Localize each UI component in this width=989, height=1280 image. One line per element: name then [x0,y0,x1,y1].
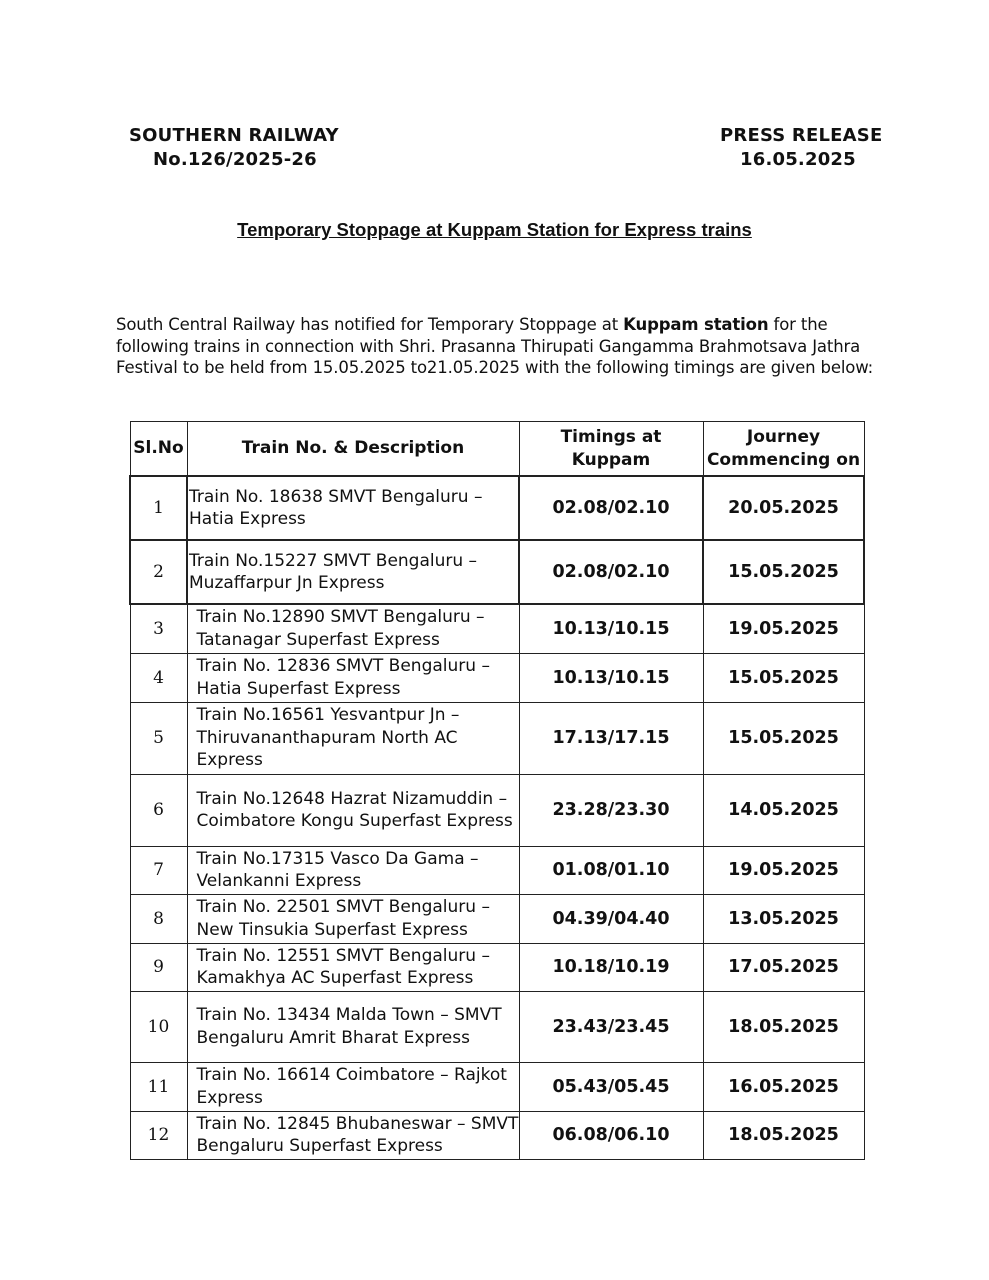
col-header-sl: Sl.No [130,422,187,477]
cell-timing: 10.13/10.15 [519,604,703,653]
page-title: Temporary Stoppage at Kuppam Station for Express trains [237,219,752,240]
cell-sl: 10 [130,991,187,1062]
table-row [130,991,864,1062]
col-header-desc: Train No. & Description [187,422,519,477]
cell-sl: 9 [130,943,187,991]
table-header-row [130,422,864,477]
table-row [130,894,864,943]
cell-date: 19.05.2025 [703,604,864,653]
cell-timing: 23.28/23.30 [519,774,703,846]
cell-date: 20.05.2025 [703,476,864,540]
intro-text-2: for the following trains in connection with Shri. Prasanna Thirupati Gangamma Brahmotsava Jathra Festival to be held from 15.05.2025 to21.05.2025 with the following timings are given below: [116,315,874,377]
cell-timing: 02.08/02.10 [519,540,703,604]
cell-timing: 10.18/10.19 [519,943,703,991]
cell-sl: 1 [130,476,187,540]
cell-desc: Train No.16561 Yesvantpur Jn – Thiruvananthapuram North AC Express [187,702,519,774]
journey-line-1: Journey [746,426,821,447]
header-left [129,124,339,172]
table-row [130,702,864,774]
cell-desc: Train No. 12551 SMVT Bengaluru – Kamakhya AC Superfast Express [187,943,519,991]
cell-timing: 04.39/04.40 [519,894,703,943]
cell-date: 19.05.2025 [703,846,864,894]
cell-desc: Train No. 12845 Bhubaneswar – SMVT Bengaluru Superfast Express [187,1111,519,1159]
cell-sl: 5 [130,702,187,774]
cell-date: 18.05.2025 [703,1111,864,1159]
table-row [130,540,864,604]
org-name: SOUTHERN RAILWAY [129,125,339,146]
cell-sl: 4 [130,653,187,702]
table-row [130,604,864,653]
cell-desc: Train No.17315 Vasco Da Gama – Velankanni Express [187,846,519,894]
cell-sl: 6 [130,774,187,846]
cell-date: 15.05.2025 [703,653,864,702]
cell-timing: 23.43/23.45 [519,991,703,1062]
col-header-journey [703,422,864,477]
stoppage-table [129,421,865,1160]
table-row [130,774,864,846]
header-right [720,124,882,172]
cell-sl: 12 [130,1111,187,1159]
release-date: 16.05.2025 [740,149,856,170]
cell-desc: Train No. 12836 SMVT Bengaluru – Hatia Superfast Express [187,653,519,702]
col-header-timings: Timings at Kuppam [519,422,703,477]
table-row [130,846,864,894]
cell-timing: 01.08/01.10 [519,846,703,894]
cell-timing: 17.13/17.15 [519,702,703,774]
cell-desc: Train No.12648 Hazrat Nizamuddin – Coimbatore Kongu Superfast Express [187,774,519,846]
release-number: No.126/2025-26 [153,149,317,170]
cell-desc: Train No. 13434 Malda Town – SMVT Bengaluru Amrit Bharat Express [187,991,519,1062]
cell-sl: 7 [130,846,187,894]
cell-date: 18.05.2025 [703,991,864,1062]
cell-sl: 3 [130,604,187,653]
table-row [130,476,864,540]
journey-line-2: Commencing on [706,449,861,470]
cell-sl: 2 [130,540,187,604]
cell-desc: Train No. 18638 SMVT Bengaluru – Hatia Express [187,476,519,540]
cell-desc: Train No.12890 SMVT Bengaluru – Tatanagar Superfast Express [187,604,519,653]
cell-date: 17.05.2025 [703,943,864,991]
table-row [130,1062,864,1111]
table-row [130,1111,864,1159]
table-row [130,943,864,991]
table-row [130,653,864,702]
cell-date: 14.05.2025 [703,774,864,846]
cell-sl: 11 [130,1062,187,1111]
cell-desc: Train No.15227 SMVT Bengaluru – Muzaffarpur Jn Express [187,540,519,604]
intro-paragraph [116,314,876,379]
cell-timing: 10.13/10.15 [519,653,703,702]
cell-date: 15.05.2025 [703,702,864,774]
intro-bold-station: Kuppam station [623,315,769,334]
cell-date: 13.05.2025 [703,894,864,943]
cell-desc: Train No. 22501 SMVT Bengaluru – New Tinsukia Superfast Express [187,894,519,943]
cell-timing: 05.43/05.45 [519,1062,703,1111]
cell-timing: 02.08/02.10 [519,476,703,540]
cell-date: 16.05.2025 [703,1062,864,1111]
cell-sl: 8 [130,894,187,943]
cell-date: 15.05.2025 [703,540,864,604]
cell-desc: Train No. 16614 Coimbatore – Rajkot Express [187,1062,519,1111]
cell-timing: 06.08/06.10 [519,1111,703,1159]
intro-text-1: South Central Railway has notified for Temporary Stoppage at [116,315,624,334]
document-type: PRESS RELEASE [720,125,883,146]
